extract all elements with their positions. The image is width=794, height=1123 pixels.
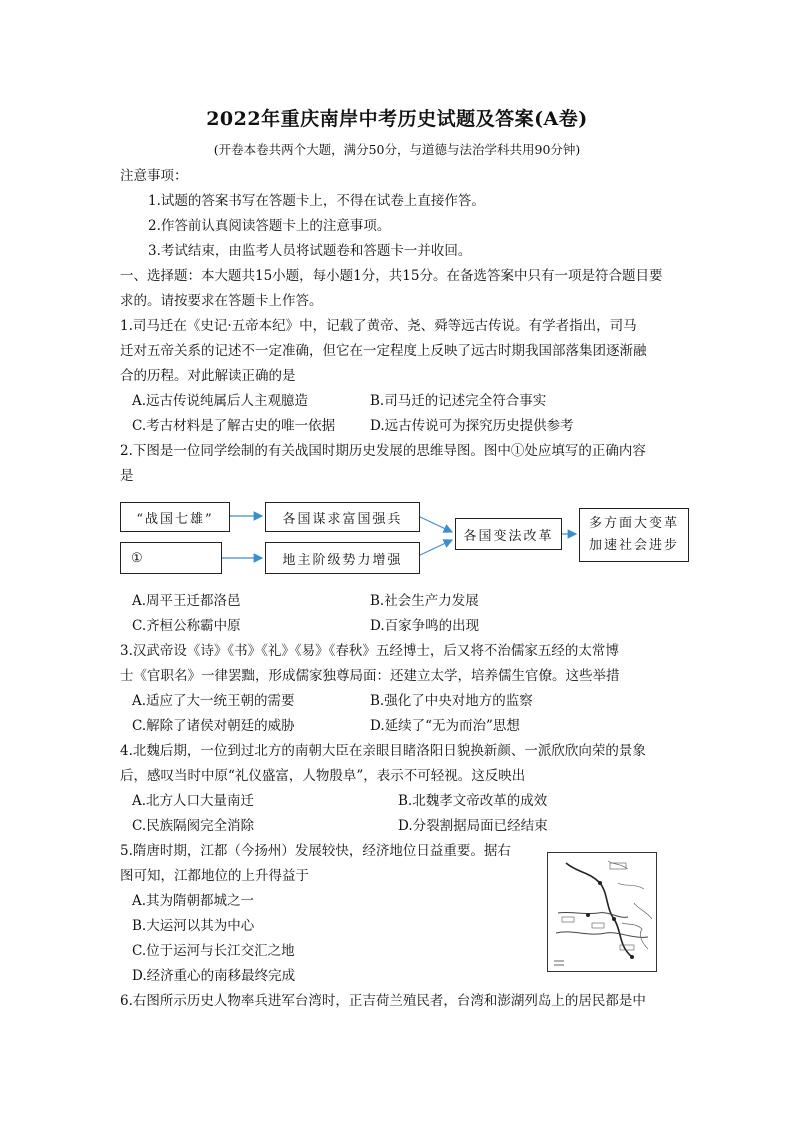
diagram-box-seek-wealth: 各国谋求富国强兵 [265, 502, 420, 532]
section-heading: 一、选择题：本大题共15小题，每小题1分，共15分。在备选答案中只有一项是符合题目要 [120, 268, 663, 284]
question-5-text: 图可知，江都地位的上升得益于 [120, 868, 309, 884]
question-3-text: 士《官职名》一律罢黜，形成儒家独尊局面：还建立太学，培养儒生官僚。这些举措 [120, 668, 620, 684]
note-item: 3.考试结束，由监考人员将试题卷和答题卡一并收回。 [148, 243, 472, 259]
q1-option-a: A.远古传说纯属后人主观臆造 [132, 393, 309, 409]
diagram-box-change-line2: 加速社会进步 [588, 538, 679, 553]
question-4-text: 4.北魏后期，一位到过北方的南朝大臣在亲眼目睹洛阳日貌换新颜、一派欣欣向荣的景象 [120, 743, 646, 759]
q5-option-c: C.位于运河与长江交汇之地 [132, 943, 295, 959]
notes-heading: 注意事项： [120, 168, 188, 184]
question-3-text: 3.汉武帝设《诗》《书》《礼》《易》《春秋》五经博士，后又将不治儒家五经的太常博 [120, 643, 619, 659]
question-2-text: 是 [120, 468, 134, 484]
q4-option-c: C.民族隔阂完全消除 [132, 818, 255, 834]
q1-option-d: D.远古传说可为探究历史提供参考 [370, 418, 574, 434]
diagram-box-warring-states: “战国七雄” [120, 502, 230, 532]
note-item: 1.试题的答案书写在答题卡上，不得在试卷上直接作答。 [148, 193, 485, 209]
question-5-text: 5.隋唐时期，江都（今扬州）发展较快，经济地位日益重要。据右 [120, 843, 511, 859]
q5-option-a: A.其为隋朝都城之一 [132, 893, 255, 909]
q4-option-b: B.北魏孝文帝改革的成效 [398, 793, 548, 809]
q4-option-a: A.北方人口大量南迁 [132, 793, 255, 809]
q1-option-c: C.考古材料是了解古史的唯一依据 [132, 418, 336, 434]
question-2-text: 2.下图是一位同学绘制的有关战国时期历史发展的思维导图。图中①处应填写的正确内容 [120, 443, 646, 459]
q2-option-a: A.周平王迁都洛邑 [132, 593, 241, 609]
question-6-text: 6.右图所示历史人物率兵进军台湾时，正吉荷兰殖民者，台湾和澎湖列岛上的居民都是中 [120, 993, 646, 1009]
page-subtitle: (开卷本卷共两个大题，满分50分，与道德与法治学科共用90分钟) [213, 142, 581, 157]
q3-option-d: D.延续了“无为而治”思想 [370, 718, 520, 734]
q3-option-a: A.适应了大一统王朝的需要 [132, 693, 295, 709]
q2-option-d: D.百家争鸣的出现 [370, 618, 480, 634]
question-4-text: 后，感叹当时中原“礼仪盛富，人物殷阜”，表示不可轻视。这反映出 [120, 768, 526, 784]
q3-option-c: C.解除了诸侯对朝廷的威胁 [132, 718, 295, 734]
map-drawing [548, 853, 656, 971]
q5-option-b: B.大运河以其为中心 [132, 918, 255, 934]
q3-option-b: B.强化了中央对地方的监察 [370, 693, 533, 709]
q2-option-b: B.社会生产力发展 [370, 593, 479, 609]
diagram-box-landlord-class: 地主阶级势力增强 [265, 542, 420, 574]
question-1-text: 1.司马迁在《史记·五帝本纪》中，记载了黄帝、尧、舜等远古传说。有学者指出，司马 [120, 318, 637, 334]
diagram-box-change-line1: 多方面大变革 [588, 516, 679, 531]
grand-canal-map [547, 852, 657, 972]
q2-option-c: C.齐桓公称霸中原 [132, 618, 241, 634]
q4-option-d: D.分裂割据局面已经结束 [398, 818, 548, 834]
q5-option-d: D.经济重心的南移最终完成 [132, 968, 296, 984]
section-heading-cont: 求的。请按要求在答题卡上作答。 [120, 293, 323, 309]
note-item: 2.作答前认真阅读答题卡上的注意事项。 [148, 218, 391, 234]
question-1-text: 迁对五帝关系的记述不一定准确，但它在一定程度上反映了远古时期我国部落集团逐渐融 [120, 343, 647, 359]
diagram-box-reform: 各国变法改革 [455, 518, 562, 550]
diagram-box-change [579, 508, 689, 562]
q1-option-b: B.司马迁的记述完全符合事实 [370, 393, 547, 409]
question-1-text: 合的历程。对此解读正确的是 [120, 368, 296, 384]
diagram-box-blank: ① [120, 542, 222, 574]
page-title: 2022年重庆南岸中考历史试题及答案(A卷) [206, 108, 588, 130]
